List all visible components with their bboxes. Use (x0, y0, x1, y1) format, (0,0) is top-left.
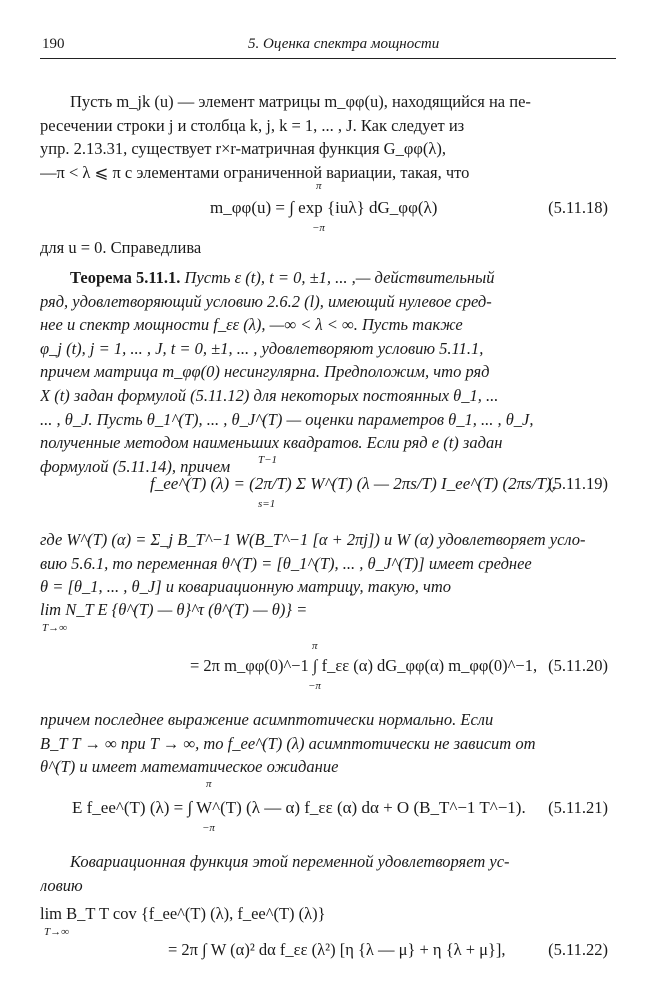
equation-line-1: lim N_T E {θ^(T) — θ}^τ (θ^(T) — θ)} = (40, 600, 308, 619)
equation-expression: f_ee^(T) (λ) = (2π/T) Σ W^(T) (λ — 2πs/T) I_ee^(T) (2πs/T), (150, 474, 556, 493)
text-line: θ^(T) и имеет математическое ожидание (40, 757, 339, 777)
text-line: ряд, удовлетворяющий условию 2.6.2 (l), имеющий нулевое сред- (40, 291, 492, 311)
text-line: где W^(T) (α) = Σ_j B_T^−1 W(B_T^−1 [α + 2πj]) и W (α) удовлетворяет усло- (40, 530, 586, 549)
equation-line-2: = 2π ∫ W (α)² dα f_εε (λ²) [η {λ — μ} + η {λ + μ}], (168, 940, 506, 959)
equation-5-11-18 (40, 180, 616, 234)
text-line: для u = 0. Справедлива (40, 238, 202, 257)
paragraph-theorem-cont (40, 528, 616, 599)
equation-number: (5.11.19) (548, 474, 608, 493)
integral-lower-limit: −π (308, 680, 321, 692)
text-line: φ_j (t), j = 1, ... , J, t = 0, ±1, ... , удовлетворяют условию 5.11.1, (40, 338, 484, 358)
equation-expression: E f_ee^(T) (λ) = ∫ W^(T) (λ — α) f_εε (α) dα + O (B_T^−1 T^−1). (72, 798, 526, 817)
equation-number: (5.11.22) (548, 940, 608, 959)
equation-5-11-20 (40, 600, 616, 700)
limit-subscript: T→∞ (42, 622, 67, 634)
running-title: 5. Оценка спектра мощности (248, 36, 440, 52)
theorem-heading: Теорема 5.11.1. (70, 268, 181, 287)
equation-line-1: lim B_T T cov {f_ee^(T) (λ), f_ee^(T) (λ)} (40, 904, 326, 923)
text-line: Пусть ε (t), t = 0, ±1, ... ,— действительный (184, 268, 495, 287)
sum-lower-limit: s=1 (258, 498, 276, 510)
text-line: нее и спектр мощности f_εε (λ), —∞ < λ < ∞. Пусть также (40, 315, 463, 335)
text-line: θ = [θ_1, ... , θ_J] и ковариационную матрицу, такую, что (40, 577, 452, 597)
paragraph-lead-in (40, 236, 616, 260)
theorem-5-11-1 (40, 266, 616, 478)
text-line: упр. 2.13.31, существует r×r-матричная функция G_φφ(λ), (40, 139, 446, 159)
paragraph-theorem-end (40, 708, 616, 779)
equation-5-11-22 (40, 904, 616, 994)
equation-5-11-19 (40, 454, 616, 514)
integral-upper-limit: π (316, 180, 322, 192)
equation-expression: m_φφ(u) = ∫ exp {iuλ} dG_φφ(λ) (210, 198, 438, 217)
equation-number: (5.11.20) (548, 656, 608, 675)
equation-line-2: = 2π m_φφ(0)^−1 ∫ f_εε (α) dG_φφ(α) m_φφ(0)^−1, (190, 656, 538, 675)
text-line: ловию (40, 875, 83, 895)
sum-upper-limit: T−1 (258, 454, 278, 466)
page-header (40, 28, 616, 59)
text-line: ресечении строки j и столбца k, j, k = 1, ... , J. Как следует из (40, 115, 465, 135)
integral-lower-limit: −π (312, 222, 325, 234)
text-line: вию 5.6.1, то переменная θ^(T) = [θ_1^(T), ... , θ_J^(T)] имеет среднее (40, 553, 532, 573)
text-line: причем матрица m_φφ(0) несингулярна. Предположим, что ряд (40, 362, 490, 382)
text-line: B_T T → ∞ при T → ∞, то f_ee^(T) (λ) асимптотически не зависит от (40, 733, 536, 753)
paragraph-covariance (40, 850, 616, 897)
text-line: —π < λ ⩽ π с элементами ограниченной вариации, такая, что (40, 162, 470, 182)
integral-upper-limit: π (206, 778, 212, 790)
text-line: причем последнее выражение асимптотически нормально. Если (40, 710, 494, 729)
equation-number: (5.11.18) (548, 198, 608, 217)
paragraph-intro (40, 90, 616, 184)
text-line: Пусть m_jk (u) — элемент матрицы m_φφ(u), находящийся на пе- (70, 92, 531, 111)
text-line: полученные методом наименьших квадратов. Если ряд e (t) задан (40, 433, 503, 453)
limit-subscript: T→∞ (44, 926, 69, 938)
integral-upper-limit: π (312, 640, 318, 652)
text-line: формулой (5.11.14), причем (40, 456, 231, 476)
equation-5-11-21 (40, 778, 616, 838)
integral-lower-limit: −π (202, 822, 215, 834)
text-line: X (t) задан формулой (5.11.12) для некоторых постоянных θ_1, ... (40, 385, 499, 405)
page-number: 190 (42, 36, 65, 52)
text-line: ... , θ_J. Пусть θ_1^(T), ... , θ_J^(T) — оценки параметров θ_1, ... , θ_J, (40, 409, 534, 429)
text-line: Ковариационная функция этой переменной удовлетворяет ус- (70, 852, 510, 871)
equation-number: (5.11.21) (548, 798, 608, 817)
